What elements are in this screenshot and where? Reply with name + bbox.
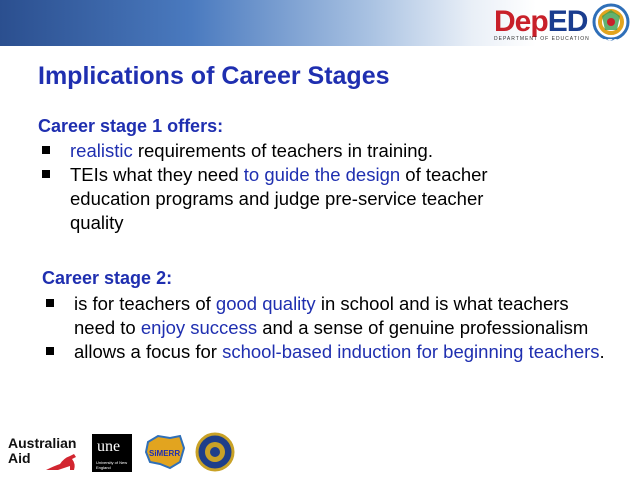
- bullet-icon: [42, 170, 50, 178]
- list-item: realistic requirements of teachers in training.: [38, 139, 598, 163]
- bullet-icon: [42, 146, 50, 154]
- une-logo: une University of New England: [92, 434, 132, 472]
- stage1-list: [38, 139, 598, 235]
- slide-title: Implications of Career Stages: [38, 62, 390, 90]
- svg-text:SiMERR: SiMERR: [149, 449, 181, 458]
- deped-logo-subtitle: DEPARTMENT OF EDUCATION: [494, 36, 590, 42]
- bullet-icon: [46, 347, 54, 355]
- kangaroo-icon: [44, 452, 84, 472]
- deped-logo: DepED DEPARTMENT OF EDUCATION: [494, 5, 590, 42]
- stage2-list: [42, 292, 612, 364]
- simerr-logo-icon: [144, 432, 186, 472]
- list-item: TEIs what they need to guide the design of teacher education programs and judge pre-service teacher quality: [38, 163, 530, 235]
- stage2-heading: Career stage 2:: [42, 268, 173, 288]
- australian-aid-logo: Australian Aid: [8, 436, 86, 472]
- university-seal-icon: [195, 432, 235, 472]
- rctq-label: RCTQ: [596, 38, 619, 47]
- list-item: allows a focus for school-based induction for beginning teachers.: [42, 340, 612, 364]
- list-item: is for teachers of good quality in school and is what teachers need to enjoy success and a sense of genuine professionalism: [42, 292, 612, 340]
- stage1-heading: Career stage 1 offers:: [38, 116, 224, 136]
- bullet-icon: [46, 299, 54, 307]
